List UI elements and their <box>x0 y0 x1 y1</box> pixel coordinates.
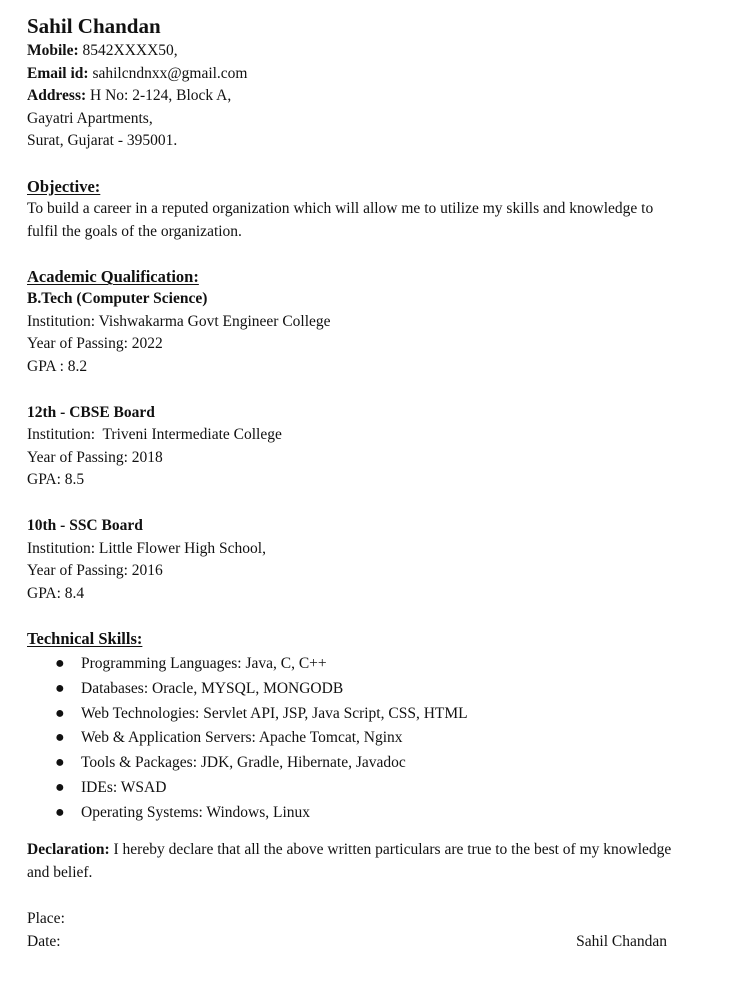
skill-item <box>27 776 717 801</box>
declaration-label: Declaration: <box>27 841 110 859</box>
academic-entry-gpa: GPA : 8.2 <box>27 357 88 375</box>
academic-entry-year: Year of Passing: 2016 <box>27 562 163 580</box>
skill-text: Databases: Oracle, MYSQL, MONGODB <box>81 679 344 697</box>
bullet-icon: ● <box>55 803 65 821</box>
bullet-icon: ● <box>55 679 65 697</box>
academic-heading: Academic Qualification: <box>27 267 199 287</box>
academic-entry-institution: Institution: Triveni Intermediate College <box>27 426 282 444</box>
spacer <box>27 884 717 908</box>
academic-entry-institution: Institution: Little Flower High School, <box>27 539 266 557</box>
bullet-icon: ● <box>55 729 65 747</box>
signature-name: Sahil Chandan <box>576 932 667 950</box>
academic-entry-btech <box>27 288 717 378</box>
skill-text: IDEs: WSAD <box>81 778 167 796</box>
resume-page <box>27 12 717 954</box>
candidate-name: Sahil Chandan <box>27 14 161 38</box>
email-line <box>27 63 717 86</box>
skills-list <box>27 652 717 825</box>
date-signature-row <box>27 931 717 954</box>
skill-text: Operating Systems: Windows, Linux <box>81 803 310 821</box>
bullet-icon: ● <box>55 778 65 796</box>
skills-heading: Technical Skills: <box>27 629 143 649</box>
skill-text: Web Technologies: Servlet API, JSP, Java Script, CSS, HTML <box>81 704 468 722</box>
spacer <box>27 243 717 265</box>
skill-item <box>27 677 717 702</box>
date-label: Date: <box>27 932 61 950</box>
objective-heading: Objective: <box>27 176 101 196</box>
academic-entry-12th <box>27 402 717 492</box>
bullet-icon: ● <box>55 704 65 722</box>
spacer <box>27 825 717 839</box>
academic-entry-title: 12th - CBSE Board <box>27 403 155 421</box>
address-line-3: Surat, Gujarat - 395001. <box>27 132 178 150</box>
mobile-line <box>27 40 717 63</box>
skill-item <box>27 801 717 826</box>
skill-item <box>27 702 717 727</box>
bullet-icon: ● <box>55 655 65 673</box>
objective-text: To build a career in a reputed organization which will allow me to utilize my skills and knowledge to fulfil the goals of the organization. <box>27 199 654 240</box>
academic-entry-year: Year of Passing: 2022 <box>27 335 163 353</box>
address-line-2: Gayatri Apartments, <box>27 109 153 127</box>
spacer <box>27 153 717 175</box>
email-label: Email id: <box>27 64 89 82</box>
declaration-paragraph <box>27 839 687 884</box>
academic-entry-title: B.Tech (Computer Science) <box>27 290 208 308</box>
skill-item <box>27 751 717 776</box>
address-label: Address: <box>27 87 87 105</box>
academic-entry-title: 10th - SSC Board <box>27 516 143 534</box>
mobile-label: Mobile: <box>27 42 79 59</box>
skill-text: Web & Application Servers: Apache Tomcat, Nginx <box>81 729 403 747</box>
academic-entry-gpa: GPA: 8.5 <box>27 471 85 489</box>
mobile-value: 8542XXXX50, <box>78 42 178 59</box>
declaration-text: I hereby declare that all the above written particulars are true to the best of my knowledge and belief. <box>27 841 672 881</box>
place-label: Place: <box>27 910 65 928</box>
skill-item <box>27 652 717 677</box>
spacer <box>27 492 717 515</box>
email-value: sahilcndnxx@gmail.com <box>88 64 248 82</box>
bullet-icon: ● <box>55 754 65 772</box>
skill-item <box>27 726 717 751</box>
academic-entry-year: Year of Passing: 2018 <box>27 448 163 466</box>
academic-entry-10th <box>27 515 717 605</box>
skill-text: Programming Languages: Java, C, C++ <box>81 655 327 673</box>
spacer <box>27 379 717 402</box>
address-line-1 <box>27 85 717 108</box>
skill-text: Tools & Packages: JDK, Gradle, Hibernate, Javadoc <box>81 754 406 772</box>
academic-entry-institution: Institution: Vishwakarma Govt Engineer College <box>27 312 331 330</box>
address-value-1: H No: 2-124, Block A, <box>86 87 232 105</box>
spacer <box>27 605 717 627</box>
academic-entry-gpa: GPA: 8.4 <box>27 584 85 602</box>
